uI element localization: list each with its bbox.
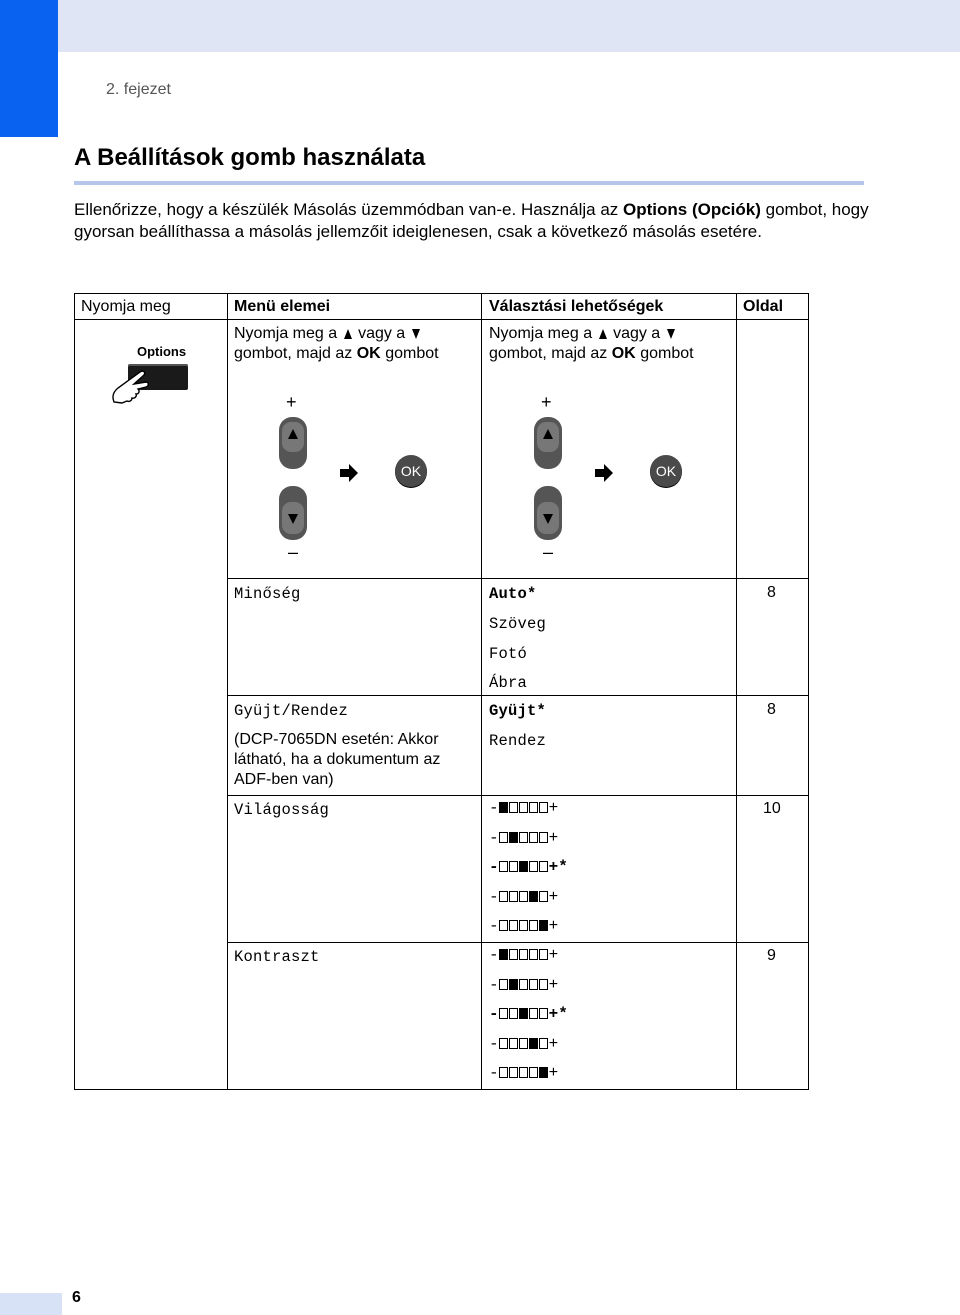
down-arrow-icon — [412, 329, 420, 339]
scale-box — [529, 1067, 538, 1078]
instr-line2: gombot, majd az — [234, 345, 353, 362]
scale-box — [519, 891, 528, 902]
page-title: A Beállítások gomb használata — [74, 144, 426, 171]
scale-box — [539, 920, 548, 931]
page-ref-brightness: 10 — [763, 800, 781, 817]
scale-box — [519, 920, 528, 931]
level-scale — [489, 916, 558, 936]
row-rule-1 — [227, 578, 809, 579]
scale-plus: + — [548, 828, 559, 847]
option-sort: Rendez — [489, 732, 547, 750]
row-rule-2 — [227, 695, 809, 696]
page-ref-quality: 8 — [767, 584, 776, 601]
instr-mid: vagy a — [358, 325, 406, 342]
scale-minus: - — [489, 887, 499, 906]
scale-box — [519, 1008, 528, 1019]
scale-box — [529, 861, 538, 872]
instr-ok: OK — [356, 345, 381, 362]
option-auto: Auto* — [489, 585, 537, 603]
scale-box — [529, 920, 538, 931]
plus-symbol: + — [541, 392, 552, 412]
scale-box — [539, 861, 548, 872]
scale-box — [509, 1067, 518, 1078]
header-rule — [74, 319, 809, 320]
scale-minus: - — [489, 917, 499, 935]
instr-line2: gombot, majd az — [489, 345, 608, 362]
scale-box — [499, 891, 508, 902]
level-scale — [489, 828, 558, 848]
scale-minus: - — [489, 858, 499, 876]
instr-pre: Nyomja meg a — [234, 325, 338, 342]
scale-box — [529, 1008, 538, 1019]
scale-box — [539, 979, 548, 990]
row-rule-4 — [227, 942, 809, 943]
option-photo: Fotó — [489, 645, 528, 663]
instr-mid: vagy a — [613, 325, 661, 342]
scale-box — [509, 1008, 518, 1019]
up-arrow-icon — [599, 329, 607, 339]
scale-plus: + — [548, 799, 559, 817]
level-scale — [489, 887, 558, 907]
intro-text-1: Ellenőrizze, hogy a készülék Másolás üzemmódban van-e. Használja az — [74, 200, 623, 219]
options-instruction — [489, 324, 729, 364]
scale-minus: - — [489, 1005, 499, 1023]
scale-box — [499, 920, 508, 931]
scale-box — [509, 949, 518, 960]
intro-text-2: gombot, hogy gyorsan beállíthassa a másolás jellemzőit ideiglenesen, csak a következő másolás esetére. — [74, 200, 869, 241]
level-scale — [489, 1004, 568, 1024]
title-underline — [74, 181, 864, 185]
scale-box — [499, 832, 508, 843]
scale-plus: + — [548, 946, 559, 964]
scale-box — [509, 861, 518, 872]
arrow-right-icon — [340, 464, 358, 482]
arrow-right-icon — [595, 464, 613, 482]
scale-box — [519, 949, 528, 960]
col-divider-2 — [481, 293, 482, 1090]
scale-minus: - — [489, 799, 499, 817]
scale-box — [499, 949, 508, 960]
scale-box — [529, 979, 538, 990]
plus-symbol: + — [286, 392, 297, 412]
level-scale — [489, 1063, 558, 1083]
scale-plus: + — [548, 975, 559, 994]
scale-box — [539, 1067, 548, 1078]
menu-item-quality: Minőség — [234, 585, 301, 603]
scale-plus: +* — [548, 1005, 568, 1023]
page-ref-contrast: 9 — [767, 947, 776, 964]
scale-box — [539, 891, 548, 902]
up-down-rocker-icon — [533, 416, 563, 544]
scale-plus: +* — [548, 858, 568, 876]
nav-keys-illustration — [525, 392, 695, 564]
scale-box — [529, 891, 538, 902]
scale-box — [499, 1008, 508, 1019]
scale-box — [519, 1067, 528, 1078]
intro-paragraph — [74, 199, 874, 243]
scale-box — [509, 891, 518, 902]
up-down-rocker-icon — [278, 416, 308, 544]
instr-ok: OK — [611, 345, 636, 362]
scale-box — [499, 1038, 508, 1049]
ok-button-icon: OK — [650, 455, 682, 487]
level-scale — [489, 857, 568, 877]
header-band — [0, 0, 960, 52]
row-rule-3 — [227, 795, 809, 796]
chapter-label: 2. fejezet — [106, 81, 171, 98]
page-number: 6 — [72, 1289, 81, 1306]
scale-box — [519, 832, 528, 843]
scale-box — [509, 832, 518, 843]
page-ref-stack-sort: 8 — [767, 701, 776, 718]
instr-post: gombot — [385, 345, 439, 362]
scale-box — [509, 979, 518, 990]
menu-item-note: (DCP-7065DN esetén: Akkor látható, ha a dokumentum az ADF-ben van) — [234, 731, 441, 788]
settings-table — [74, 293, 809, 1090]
level-scale — [489, 975, 558, 995]
scale-box — [539, 949, 548, 960]
scale-plus: + — [548, 887, 559, 906]
header-menu: Menü elemei — [234, 298, 331, 315]
scale-box — [519, 1038, 528, 1049]
ok-button-icon: OK — [395, 455, 427, 487]
scale-minus: - — [489, 975, 499, 994]
scale-box — [499, 861, 508, 872]
menu-item-stack-sort: Gyüjt/Rendez — [234, 702, 349, 720]
scale-box — [509, 920, 518, 931]
minus-symbol: – — [288, 542, 299, 562]
option-graph: Ábra — [489, 674, 528, 692]
scale-box — [519, 802, 528, 813]
level-scale — [489, 945, 558, 965]
scale-box — [509, 802, 518, 813]
menu-instruction — [234, 324, 474, 364]
option-stack: Gyüjt* — [489, 702, 547, 720]
scale-box — [529, 949, 538, 960]
scale-box — [539, 1008, 548, 1019]
col-divider-1 — [227, 293, 228, 1090]
instr-pre: Nyomja meg a — [489, 325, 593, 342]
scale-box — [499, 802, 508, 813]
menu-item-contrast: Kontraszt — [234, 948, 320, 966]
scale-box — [539, 832, 548, 843]
header-options: Választási lehetőségek — [489, 298, 664, 315]
header-press: Nyomja meg — [81, 298, 171, 315]
footer-band — [0, 1293, 62, 1315]
scale-box — [519, 979, 528, 990]
down-arrow-icon — [667, 329, 675, 339]
scale-box — [509, 1038, 518, 1049]
options-button-label: Options — [137, 344, 187, 359]
scale-box — [529, 832, 538, 843]
menu-item-brightness: Világosság — [234, 801, 330, 819]
scale-box — [539, 1038, 548, 1049]
options-button-icon — [110, 340, 192, 406]
col-divider-3 — [736, 293, 737, 1090]
scale-minus: - — [489, 1064, 499, 1082]
scale-plus: + — [548, 1034, 559, 1053]
scale-box — [499, 979, 508, 990]
level-scale — [489, 798, 558, 818]
scale-box — [539, 802, 548, 813]
up-arrow-icon — [344, 329, 352, 339]
header-page: Oldal — [743, 298, 784, 315]
scale-minus: - — [489, 828, 499, 847]
scale-box — [499, 1067, 508, 1078]
scale-plus: + — [548, 1064, 559, 1082]
scale-box — [529, 1038, 538, 1049]
minus-symbol: – — [543, 542, 554, 562]
chapter-tab — [0, 0, 58, 137]
scale-plus: + — [548, 917, 559, 935]
option-text: Szöveg — [489, 615, 547, 633]
nav-keys-illustration — [270, 392, 440, 564]
scale-minus: - — [489, 1034, 499, 1053]
scale-minus: - — [489, 946, 499, 964]
scale-box — [519, 861, 528, 872]
instr-post: gombot — [640, 345, 694, 362]
level-scale — [489, 1034, 558, 1054]
scale-box — [529, 802, 538, 813]
intro-bold: Options (Opciók) — [623, 200, 761, 219]
